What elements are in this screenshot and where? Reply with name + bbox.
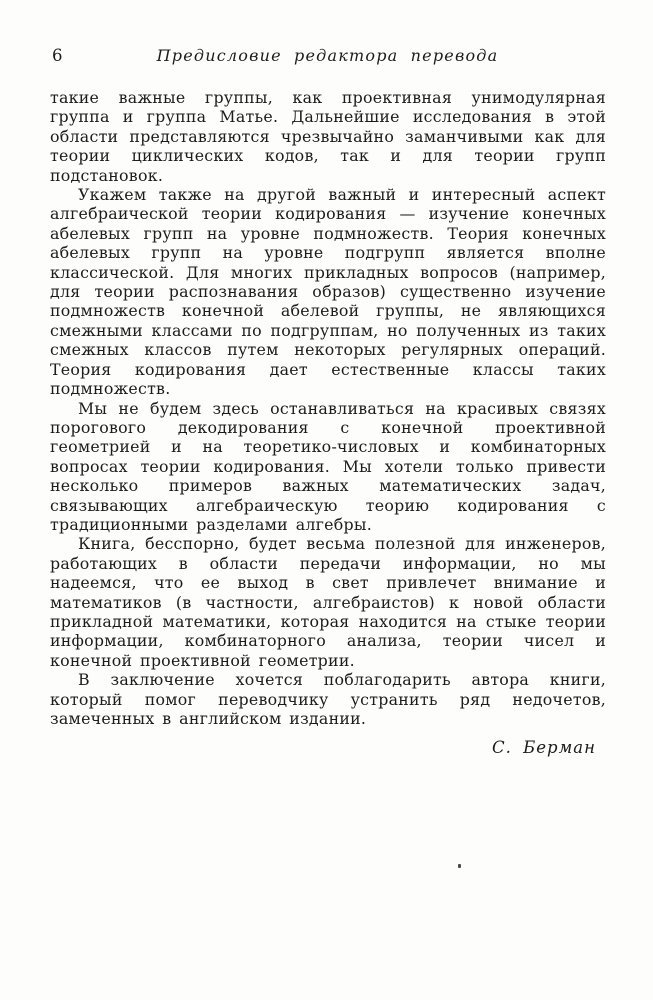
paragraph: Книга, бесспорно, будет весьма полезной для инженеров, работающих в области передачи информации, но мы надеемся, что ее выход в свет привлечет внимание и математиков (в частности, алгебраистов) к новой области прикладной математики, которая находится на стыке теории информации, комбинаторного анализа, теории чисел и конечной проективной геометрии. [50, 534, 606, 670]
running-head-title: Предисловие редактора перевода [156, 46, 499, 65]
paragraph-continuation: такие важные группы, как проективная унимодулярная группа и группа Матье. Дальнейшие исследования в этой области представляются чрезвычайно заманчивыми как для теории циклических кодов, так и для теории групп подстановок. [50, 88, 606, 185]
paragraph: В заключение хочется поблагодарить автора книги, который помог переводчику устранить ряд недочетов, замеченных в английском издании. [50, 670, 606, 728]
running-header [50, 46, 605, 66]
author-signature: С. Берман [492, 738, 596, 758]
paragraph: Укажем также на другой важный и интересный аспект алгебраической теории кодирования — изучение конечных абелевых групп на уровне подмножеств. Теория конечных абелевых групп на уровне подгрупп является вполне классической. Для многих прикладных вопросов (например, для теории распознавания образов) существенно изучение подмножеств конечной абелевой группы, не являющихся смежными классами по подгруппам, но полученных из таких смежных классов путем некоторых регулярных операций. Теория кодирования дает естественные классы таких подмножеств. [50, 185, 606, 399]
paragraph: Мы не будем здесь останавливаться на красивых связях порогового декодирования с конечной проективной геометрией и на теоретико-числовых и комбинаторных вопросах теории кодирования. Мы хотели только привести несколько примеров важных математических задач, связывающих алгебраическую теорию кодирования с традиционными разделами алгебры. [50, 398, 606, 534]
page-number: 6 [52, 46, 63, 65]
body-text [50, 88, 606, 758]
scan-artifact-dot [458, 864, 461, 868]
